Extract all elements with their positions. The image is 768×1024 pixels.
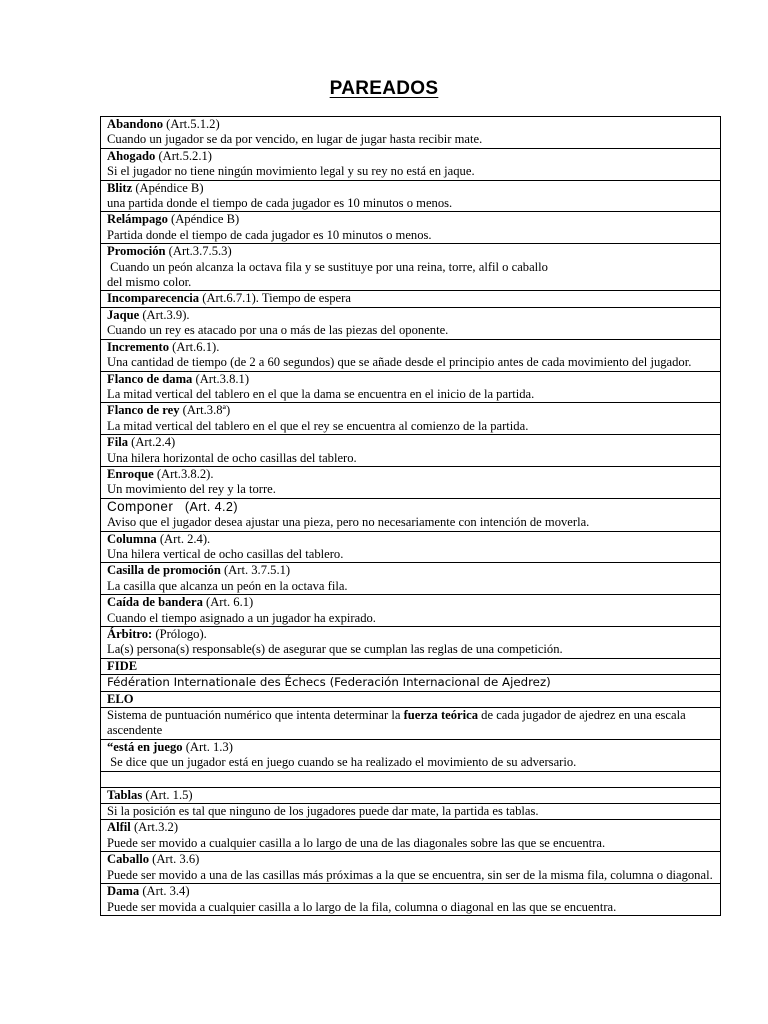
entry-reference: (Art. 1.5) <box>142 787 193 802</box>
entry-definition: Una cantidad de tiempo (de 2 a 60 segundos) que se añade desde el principio antes de cada movimiento del jugador. <box>107 355 692 370</box>
entry-definition: Se dice que un jugador está en juego cuando se ha realizado el movimiento de su adversario. <box>107 755 577 770</box>
entry-definition: Sistema de puntuación numérico que intenta determinar la <box>107 708 404 723</box>
table-cell <box>101 291 721 307</box>
table-cell <box>101 675 721 691</box>
table-cell <box>101 804 721 820</box>
entry-reference: (Art. 1.3) <box>182 739 233 754</box>
entry-definition: La mitad vertical del tablero en el que el rey se encuentra al comienzo de la partida. <box>107 418 529 433</box>
entry-reference: (Art. 4.2) <box>173 499 238 514</box>
entry-reference: (Art. 3.6) <box>149 852 200 867</box>
entry-reference: (Art.3.9). <box>139 307 190 322</box>
entry-term: Casilla de promoción <box>107 563 221 578</box>
table-row <box>101 435 721 467</box>
table-row <box>101 307 721 339</box>
table-row <box>101 739 721 771</box>
entry-term: Abandono <box>107 117 164 131</box>
entry-definition: Una hilera horizontal de ocho casillas del tablero. <box>107 450 357 465</box>
entry-term: Blitz <box>107 180 133 195</box>
table-row <box>101 531 721 563</box>
entry-definition: Fédération Internationale des Échecs (Federación Internacional de Ajedrez) <box>107 675 551 690</box>
entry-reference: (Art.2.4) <box>128 435 176 450</box>
entry-reference: (Art. 3.7.5.1) <box>220 563 291 578</box>
table-cell <box>101 708 721 740</box>
table-cell <box>101 627 721 659</box>
table-cell <box>101 117 721 149</box>
table-row <box>101 212 721 244</box>
entry-reference: (Art.3.8.1) <box>192 371 250 386</box>
table-row <box>101 708 721 740</box>
entry-definition-continued: de cada jugador de ajedrez en una escala ascendente <box>107 708 686 738</box>
entry-definition-continued: del mismo color. <box>107 275 192 290</box>
table-row <box>101 820 721 852</box>
entry-definition: Un movimiento del rey y la torre. <box>107 482 276 497</box>
table-row <box>101 804 721 820</box>
table-cell <box>101 595 721 627</box>
table-row <box>101 371 721 403</box>
entry-term: Promoción <box>107 244 166 259</box>
table-row <box>101 403 721 435</box>
entry-term: Componer <box>107 498 174 514</box>
entry-definition: La casilla que alcanza un peón en la octava fila. <box>107 578 348 593</box>
table-cell <box>101 403 721 435</box>
table-cell <box>101 435 721 467</box>
entry-term: Incremento <box>107 339 170 354</box>
entry-definition: Cuando el tiempo asignado a un jugador ha expirado. <box>107 610 376 625</box>
entry-reference: (Art.3.2) <box>130 820 179 835</box>
entry-definition: Cuando un jugador se da por vencido, en lugar de jugar hasta recibir mate. <box>107 132 483 147</box>
table-cell <box>101 884 721 916</box>
entry-definition: Cuando un rey es atacado por una o más de las piezas del oponente. <box>107 323 449 338</box>
table-cell <box>101 212 721 244</box>
table-row <box>101 884 721 916</box>
entry-term: Jaque <box>107 307 140 322</box>
entry-term: Fila <box>107 435 128 450</box>
table-row <box>101 563 721 595</box>
entry-term: Árbitro: <box>107 627 153 641</box>
entry-reference: (Art.3.8ª) <box>179 403 231 418</box>
table-row <box>101 627 721 659</box>
table-row <box>101 852 721 884</box>
entry-term: Flanco de rey <box>107 403 180 418</box>
entry-definition: Partida donde el tiempo de cada jugador es 10 minutos o menos. <box>107 227 432 242</box>
entry-term: Caída de bandera <box>107 595 203 610</box>
table-cell <box>101 531 721 563</box>
entry-definition: La(s) persona(s) responsable(s) de asegurar que se cumplan las reglas de una competición. <box>107 642 563 657</box>
table-cell <box>101 852 721 884</box>
entry-term: “está en juego <box>107 739 183 754</box>
entry-definition: Si la posición es tal que ninguno de los jugadores puede dar mate, la partida es tablas. <box>107 804 539 819</box>
table-cell <box>101 771 721 787</box>
entry-term: Tablas <box>107 787 143 802</box>
table-cell <box>101 820 721 852</box>
table-row <box>101 498 721 531</box>
entry-reference: (Art.5.2.1) <box>155 148 212 163</box>
entry-term: Flanco de dama <box>107 371 193 386</box>
table-row <box>101 691 721 707</box>
table-row <box>101 787 721 803</box>
entry-reference: (Art.6.1). <box>169 339 220 354</box>
entry-definition: Cuando un peón alcanza la octava fila y se sustituye por una reina, torre, alfil o caballo <box>107 259 548 274</box>
table-row <box>101 595 721 627</box>
entry-term: Enroque <box>107 466 154 481</box>
table-row <box>101 466 721 498</box>
table-row <box>101 117 721 149</box>
table-row <box>101 148 721 180</box>
table-cell <box>101 563 721 595</box>
table-cell <box>101 466 721 498</box>
entry-definition: Puede ser movido a una de las casillas más próximas a la que se encuentra, sin ser de la misma fila, columna o diagonal. <box>107 867 713 882</box>
table-cell <box>101 244 721 291</box>
table-row <box>101 244 721 291</box>
entry-term: Relámpago <box>107 212 168 227</box>
entry-reference: (Art.6.7.1). Tiempo de espera <box>199 291 351 306</box>
entry-reference: (Art. 3.4) <box>139 884 190 899</box>
entry-term: Caballo <box>107 852 149 867</box>
table-row <box>101 339 721 371</box>
table-row-empty <box>101 771 721 787</box>
entry-term: Incomparecencia <box>107 291 200 306</box>
table-row <box>101 658 721 674</box>
entry-definition: Si el jugador no tiene ningún movimiento legal y su rey no está en jaque. <box>107 164 475 179</box>
table-cell <box>101 498 721 531</box>
entry-definition: Aviso que el jugador desea ajustar una pieza, pero no necesariamente con intención de moverla. <box>107 515 590 530</box>
table-cell <box>101 148 721 180</box>
entry-definition: Una hilera vertical de ocho casillas del tablero. <box>107 546 344 561</box>
entry-term: ELO <box>107 691 134 706</box>
entry-definition-emphasis: fuerza teórica <box>403 708 479 723</box>
table-cell <box>101 787 721 803</box>
entry-term: Alfil <box>107 820 131 835</box>
entry-reference: (Apéndice B) <box>167 212 240 227</box>
entry-reference: (Prólogo). <box>152 627 207 641</box>
entry-reference: (Art. 2.4). <box>156 531 211 546</box>
table-cell <box>101 307 721 339</box>
table-row <box>101 180 721 212</box>
page-title: PAREADOS <box>329 78 439 99</box>
table-cell <box>101 739 721 771</box>
entry-reference: (Apéndice B) <box>132 180 204 195</box>
entry-definition: Puede ser movida a cualquier casilla a lo largo de la fila, columna o diagonal en las que se encuentra. <box>107 899 617 914</box>
table-row <box>101 675 721 691</box>
entry-reference: (Art.3.8.2). <box>153 466 214 481</box>
table-cell <box>101 371 721 403</box>
glossary-table <box>100 116 721 916</box>
entry-reference: (Art.3.7.5.3) <box>165 244 232 259</box>
entry-definition: Puede ser movido a cualquier casilla a lo largo de una de las diagonales sobre las que se encuentra. <box>107 835 606 850</box>
entry-reference: (Art.5.1.2) <box>163 117 220 131</box>
table-cell <box>101 339 721 371</box>
entry-reference: (Art. 6.1) <box>202 595 254 610</box>
table-cell <box>101 180 721 212</box>
entry-term: Dama <box>107 884 140 899</box>
table-cell <box>101 691 721 707</box>
table-cell <box>101 658 721 674</box>
table-row <box>101 291 721 307</box>
entry-term: FIDE <box>107 658 138 673</box>
entry-definition: La mitad vertical del tablero en el que la dama se encuentra en el inicio de la partida. <box>107 386 535 401</box>
entry-definition: una partida donde el tiempo de cada jugador es 10 minutos o menos. <box>107 196 453 211</box>
entry-term: Columna <box>107 531 157 546</box>
entry-term: Ahogado <box>107 148 156 163</box>
